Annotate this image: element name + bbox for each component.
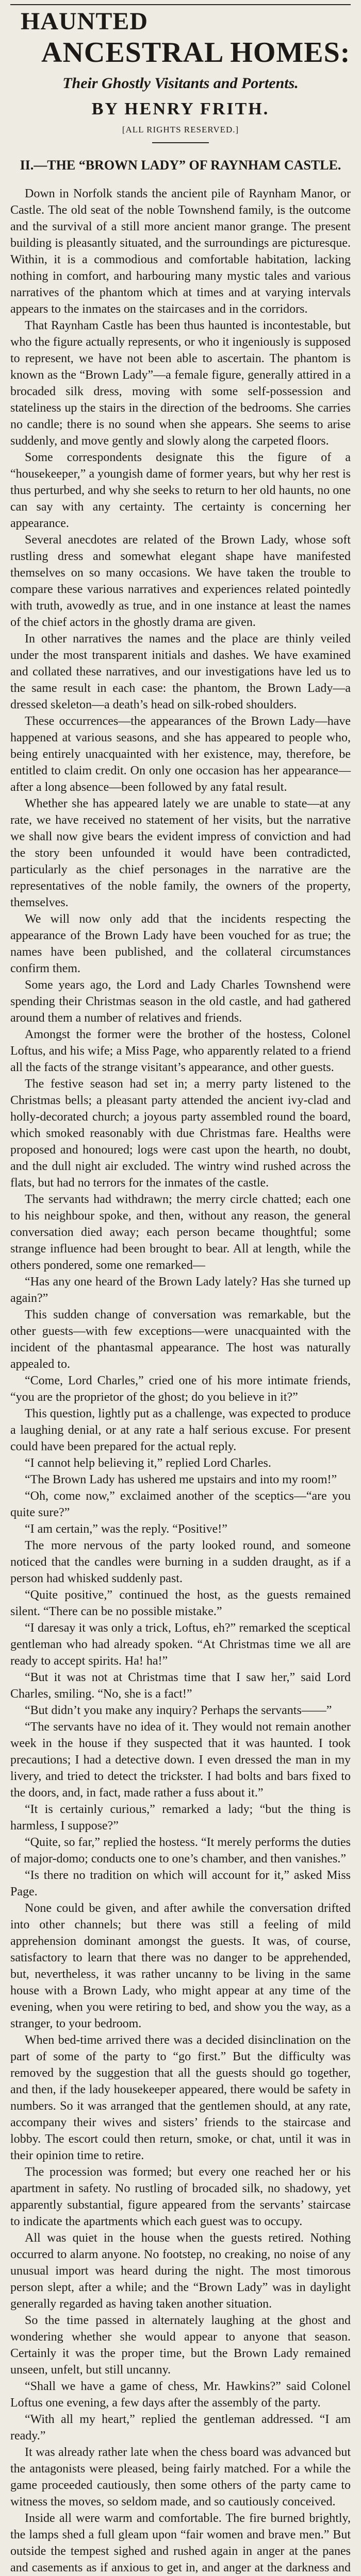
article-paragraph: The more nervous of the party looked round, and someone noticed that the candles were burning in a sudden draught, as if a person had whisked suddenly past. xyxy=(10,1539,351,1585)
article-body xyxy=(10,185,351,2576)
article-paragraph: Amongst the former were the brother of the hostess, Colonel Loftus, and his wife; a Miss Page, who apparently related to a friend all the facts of the strange visitant’s appearance, and other guests. xyxy=(10,1028,351,1074)
article-paragraph: In other narratives the names and the place are thinly veiled under the most transparent initials and dashes. We have examined and collated these narratives, and our investigations have led us to the same result in each case: the phantom, the Brown Lady—a dressed skeleton—a death’s head on silk-robed shoulders. xyxy=(10,632,351,711)
article-paragraph: “Has any one heard of the Brown Lady lately? Has she turned up again?” xyxy=(10,1275,351,1305)
article-paragraph: The festive season had set in; a merry party listened to the Christmas bells; a pleasant party attended the ancient ivy-clad and holly-decorated church; a joyous party assembled round the board, which smoked reasonably with due Christmas fare. Healths were proposed and honoured; logs were cast upon the hearth, no doubt, and the dull night air excluded. The wintry wind rushed across the flats, but had no terrors for the inmates of the castle. xyxy=(10,1077,351,1190)
article-paragraph: “Is there no tradition on which will account for it,” asked Miss Page. xyxy=(10,1869,351,1899)
article-paragraph: So the time passed in alternately laughing at the ghost and wondering whether she would appear to anyone that season. Certainly it was the proper time, but the Brown Lady remained unseen, unfelt, but still uncanny. xyxy=(10,2314,351,2377)
article-paragraph: “I cannot help believing it,” replied Lord Charles. xyxy=(25,1456,271,1470)
article-paragraph: The servants had withdrawn; the merry circle chatted; each one to his neighbour spoke, and then, without any reason, the general conversation died away; each person became thoughtful; some strange influence had been brought to bear. All at length, while the others pondered, some one remarked— xyxy=(10,1193,351,1272)
article-paragraph: The procession was formed; but every one reached her or his apartment in safety. No rustling of brocaded silk, no shadowy, yet apparently substantial, figure appeared from the servants’ staircase to indicate the apartments which each guest was to occupy. xyxy=(10,2165,351,2228)
top-rule xyxy=(10,4,351,5)
article-paragraph: Some years ago, the Lord and Lady Charles Townshend were spending their Christmas season in the old castle, and had gathered around them a number of relatives and friends. xyxy=(10,978,351,1025)
article-paragraph: That Raynham Castle has been thus haunted is incontestable, but who the figure actually represents, or who it ingeniously is supposed to represent, we have not been able to ascertain. The phantom is known as the “Brown Lady”—a female figure, generally attired in a brocaded silk dress, moving with some self-possession and stateliness up the stairs in the direction of the bedrooms. She carries no candle; there is no sound when she appears. She seems to arise suddenly, and move gently and slowly along the carpeted floors. xyxy=(10,319,351,448)
article-paragraph: “Oh, come now,” exclaimed another of the sceptics—“are you quite sure?” xyxy=(10,1489,351,1519)
article-paragraph: These occurrences—the appearances of the Brown Lady—have happened at various seasons, and she has appeared to people who, being entirely unacquainted with her existence, may, therefore, be entitled to claim credit. On only one occasion has her appearance—after a long absence—been followed by any fatal result. xyxy=(10,715,351,794)
article-paragraph: “It is certainly curious,” remarked a lady; “but the thing is harmless, I suppose?” xyxy=(10,1803,351,1833)
article-paragraph: It was already rather late when the chess board was advanced but the antagonists were pleased, being fairly matched. For a while the game proceeded cautiously, then some others of the party came to witness the moves, so seldom made, and so cautiously conceived. xyxy=(10,2446,351,2509)
article-paragraph: When bed-time arrived there was a decided disinclination on the part of some of the party to “go first.” But the difficulty was removed by the suggestion that all the guests should go together, and then, if the lady housekeeper appeared, there would be safety in numbers. So it was arranged that the gentlemen should, at any rate, accompany their wives and sisters’ friends to the staircase and lobby. The escort could then return, smoke, or chat, until it was in their opinion time to retire. xyxy=(10,2033,351,2162)
rights-notice: [ALL RIGHTS RESERVED.] xyxy=(122,125,239,134)
article-paragraph: “Quite positive,” continued the host, as the guests remained silent. “There can be no possible mistake.” xyxy=(10,1588,351,1618)
article-paragraph: “I daresay it was only a trick, Loftus, eh?” remarked the sceptical gentleman who had already spoken. “At Christmas time we all are ready to accept spirits. Ha! ha!” xyxy=(10,1621,351,1668)
article-paragraph: “But didn’t you make any inquiry? Perhaps the servants——” xyxy=(25,1704,332,1717)
article-paragraph: This question, lightly put as a challenge, was expected to produce a laughing denial, or at any rate a half serious excuse. For present could have been prepared for the actual reply. xyxy=(10,1407,351,1453)
article-paragraph: We will now only add that the incidents respecting the appearance of the Brown Lady have been vouched for as true; the names have been published, and the collateral circumstances confirm them. xyxy=(10,912,351,975)
article-paragraph: “Shall we have a game of chess, Mr. Hawkins?” said Colonel Loftus one evening, a few days after the assembly of the party. xyxy=(10,2380,351,2410)
article-paragraph: “But it was not at Christmas time that I saw her,” said Lord Charles, smiling. “No, she is a fact!” xyxy=(10,1671,351,1701)
article-paragraph: Inside all were warm and comfortable. The fire burned brightly, the lamps shed a full gleam upon “fair women and brave men.” But outside the tempest sighed and rushed again in anger at the panes and casements as if anxious to get in, and anger at the darkness and xyxy=(10,2512,351,2574)
article-paragraph: “The Brown Lady has ushered me upstairs and into my room!” xyxy=(25,1473,337,1486)
article-paragraph: “With all my heart,” replied the gentleman addressed. “I am ready.” xyxy=(10,2413,351,2443)
article-paragraph: Down in Norfolk stands the ancient pile of Raynham Manor, or Castle. The old seat of the noble Townshend family, is the outcome and the survival of a still more ancient manor grange. The present building is pleasantly situated, and the surroundings are picturesque. Within, it is a commodious and comfortable habitation, lacking nothing in comfort, and harbouring many mystic tales and various narratives of the phantom which at times and at varying intervals appears to the inmates on the staircases and in the corridors. xyxy=(10,187,351,316)
article-paragraph: Whether she has appeared lately we are unable to state—at any rate, we have received no statement of her visits, but the narrative we shall now give bears the evident impress of conviction and had the story been unfounded it would have been contradicted, particularly as the chief personages in the narrative are the representatives of the noble family, the owners of the property, themselves. xyxy=(10,797,351,909)
article-byline: BY HENRY FRITH. xyxy=(91,99,270,118)
article-paragraph: Several anecdotes are related of the Brown Lady, whose soft rustling dress and somewhat elegant shape have manifested themselves on so many occasions. We have taken the trouble to compare these various narratives and experiences related pointedly with truth, avowedly as true, and in one instance at least the names of the chief actors in the ghostly drama are given. xyxy=(10,533,351,629)
article-paragraph: “Come, Lord Charles,” cried one of his more intimate friends, “you are the proprietor of the ghost; do you believe in it?” xyxy=(10,1374,351,1404)
article-subtitle: Their Ghostly Visitants and Portents. xyxy=(62,75,299,92)
article-paragraph: “Quite, so far,” replied the hostess. “It merely performs the duties of major-domo; conducts one to one’s chamber, and then vanishes.” xyxy=(10,1836,351,1866)
article-paragraph: “I am certain,” was the reply. “Positive!” xyxy=(25,1522,227,1536)
article-title-line-2: ANCESTRAL HOMES: xyxy=(41,37,351,69)
section-divider xyxy=(152,142,209,143)
article-paragraph: Some correspondents designate this the figure of a “housekeeper,” a youngish dame of former years, but why her rest is thus perturbed, and why she seeks to return to her old haunts, no one can say with any certainty. The certainty is concerning her appearance. xyxy=(10,451,351,530)
article-paragraph: This sudden change of conversation was remarkable, but the other guests—with few exceptions—were unacquainted with the incident of the phantasmal appearance. The host was naturally appealed to. xyxy=(10,1308,351,1371)
article-title-line-1: HAUNTED xyxy=(21,8,149,35)
chapter-heading: II.—THE “BROWN LADY” OF RAYNHAM CASTLE. xyxy=(20,158,341,173)
article-paragraph: “The servants have no idea of it. They would not remain another week in the house if they suspected that it was haunted. I took precautions; I had a detective down. I even dressed the man in my livery, and tried to detect the trickster. I had bolts and bars fixed to the doors, and, in fact, made rather a fuss about it.” xyxy=(10,1720,351,1800)
article-paragraph: All was quiet in the house when the guests retired. Nothing occurred to alarm anyone. No footstep, no creaking, no noise of any unusual import was heard during the night. The most timorous person slept, after a while; and the “Brown Lady” was in daylight generally regarded as having taken another situation. xyxy=(10,2231,351,2311)
article-paragraph: None could be given, and after awhile the conversation drifted into other channels; but there was still a feeling of mild apprehension dominant amongst the guests. It was, of course, satisfactory to learn that there was no danger to be apprehended, but, nevertheless, it was rather uncanny to be living in the same house with a Brown Lady, who might appear at any time of the evening, when you were retiring to bed, and show you the way, as a stranger, to your bedroom. xyxy=(10,1902,351,2030)
